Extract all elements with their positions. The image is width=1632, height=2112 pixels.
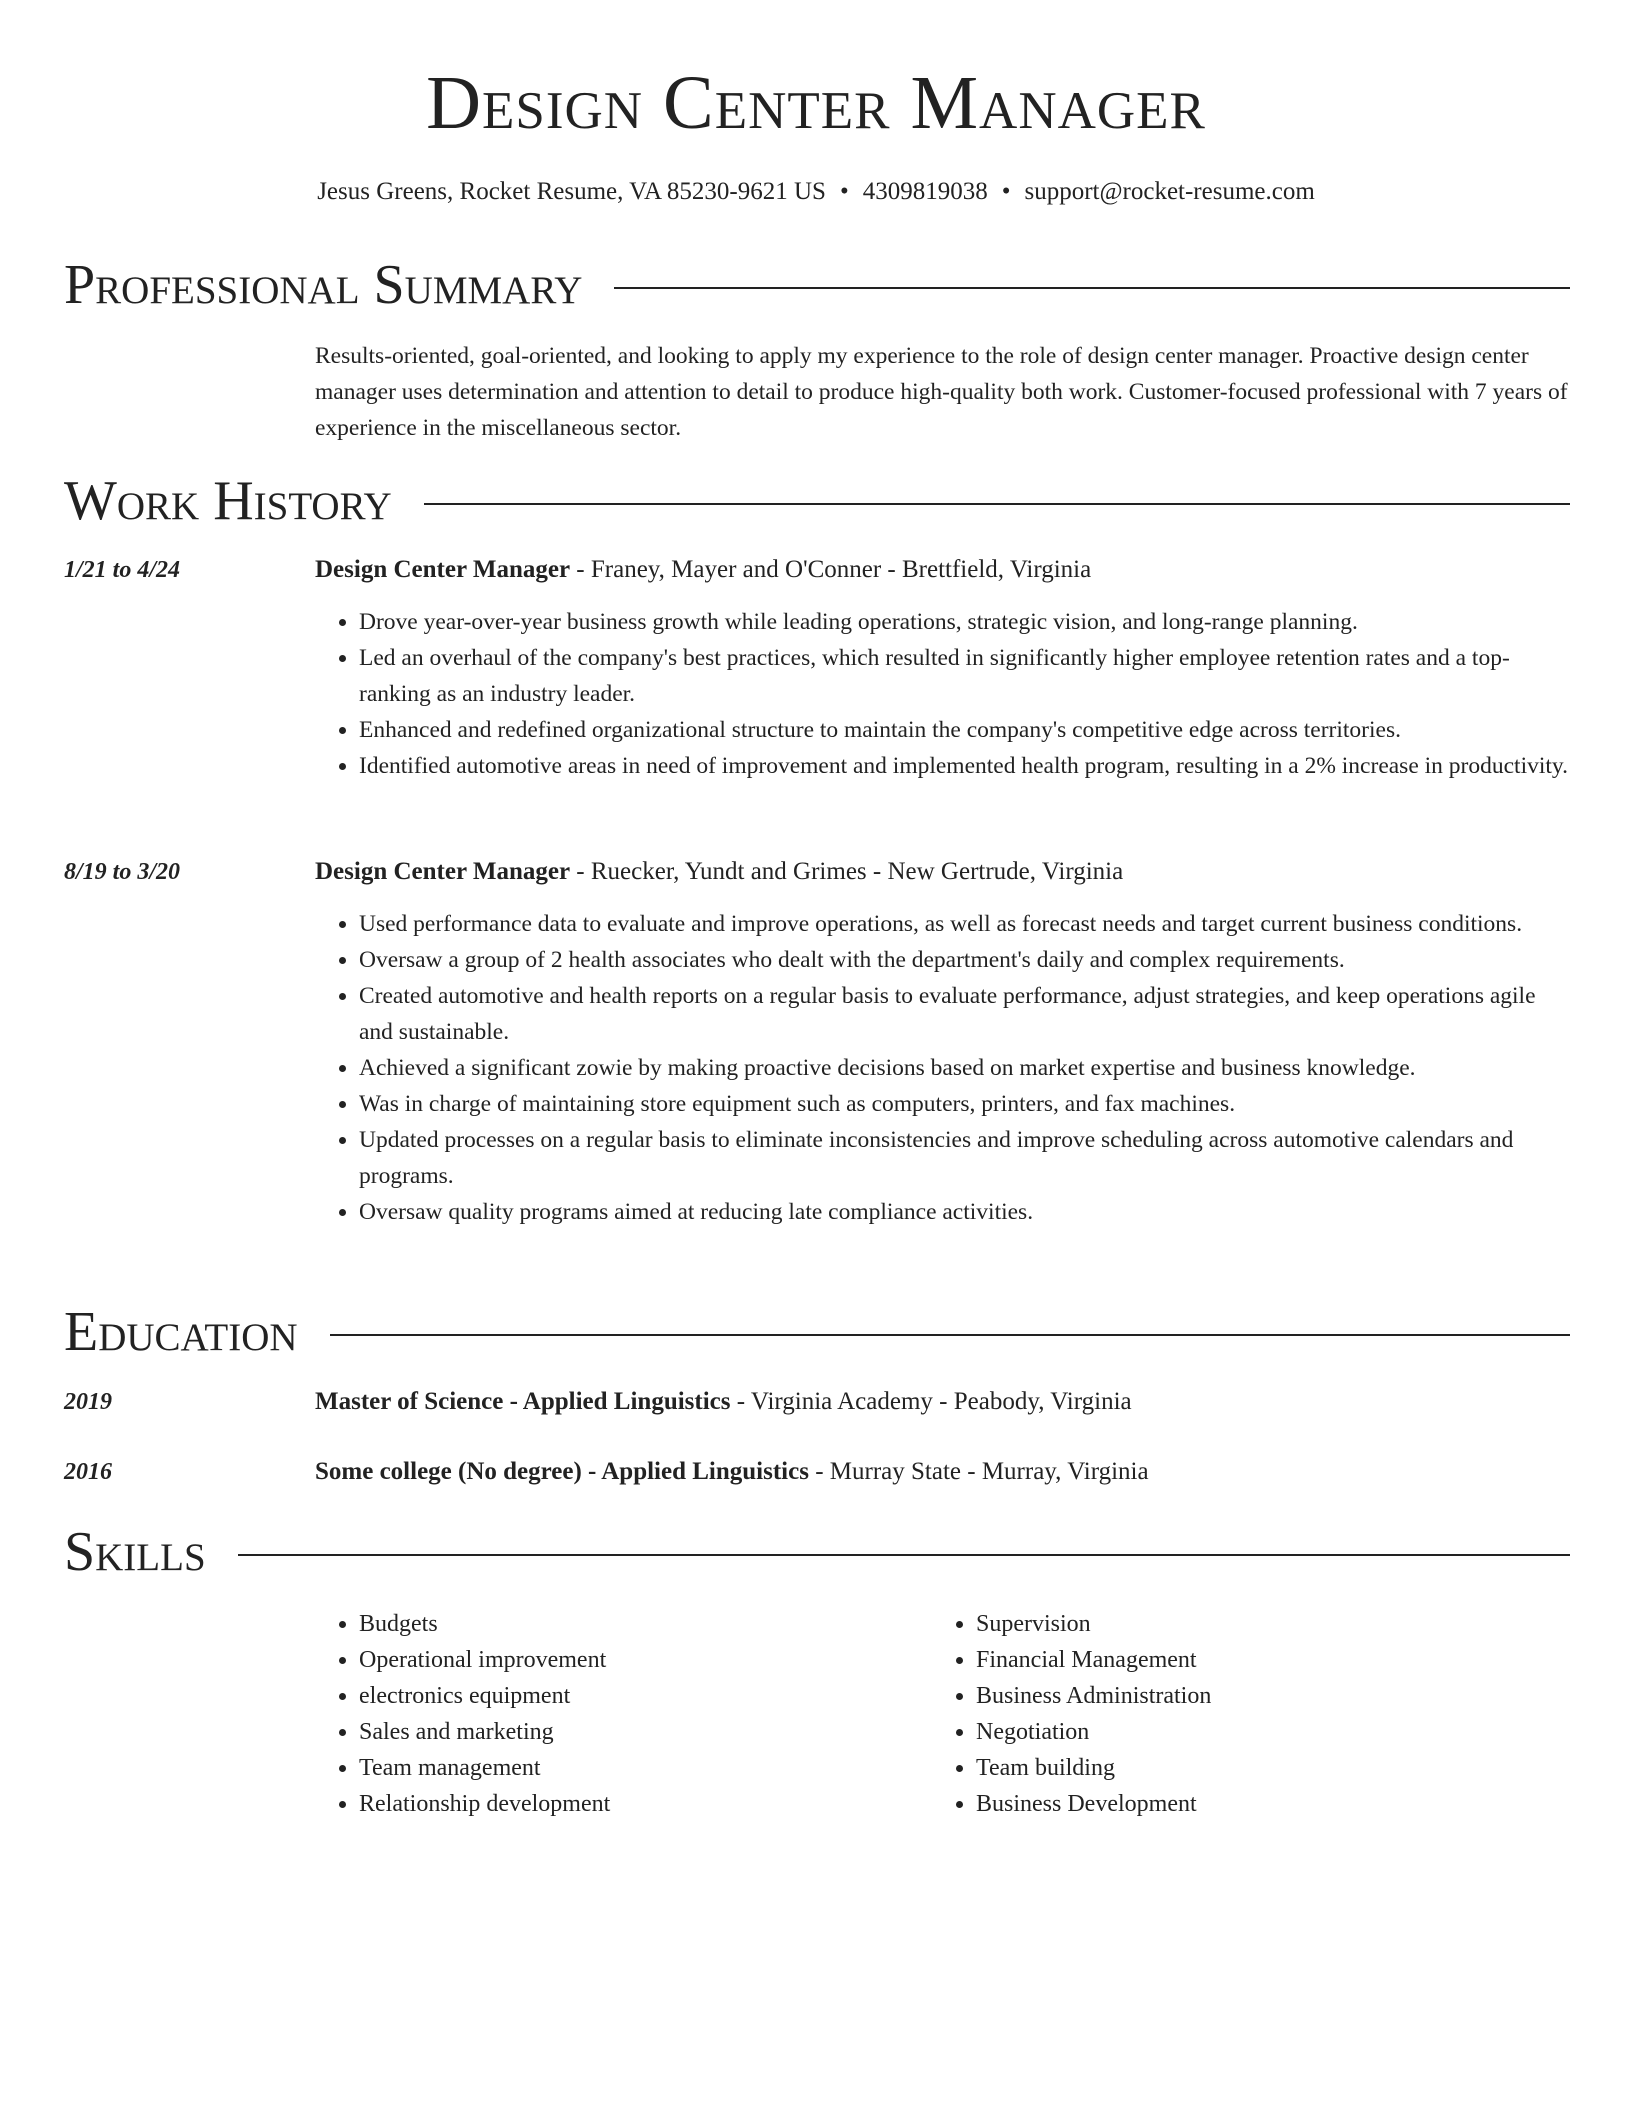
list-item: • Enhanced and redefined organizational structure to maintain the company's competitive edge across territories. [359, 712, 1570, 748]
job-dates: 8/19 to 3/20 [64, 859, 181, 885]
education-details: - Virginia Academy - Peabody, Virginia [730, 1388, 1132, 1415]
job-headline [315, 552, 1091, 588]
list-item: • Oversaw a group of 2 health associates who dealt with the department's daily and complex requirements. [359, 942, 1570, 978]
resume-name: Design Center Manager [426, 61, 1206, 145]
list-item: • Identified automotive areas in need of improvement and implemented health program, resulting in a 2% increase in productivity. [359, 748, 1570, 784]
section-divider [330, 1334, 1570, 1336]
list-item: • Achieved a significant zowie by making proactive decisions based on market expertise and business knowledge. [359, 1050, 1570, 1086]
list-item: • Created automotive and health reports on a regular basis to evaluate performance, adjust strategies, and keep operations agile and sustainable. [359, 978, 1570, 1050]
section-title: Education [64, 1301, 298, 1363]
education-year: 2019 [64, 1389, 112, 1415]
education-line [315, 1454, 1149, 1490]
list-item: • Drove year-over-year business growth while leading operations, strategic vision, and long-range planning. [359, 604, 1570, 640]
section-header-education [64, 1297, 1570, 1367]
list-item: • Business Development [976, 1786, 1211, 1822]
contact-separator: • [839, 178, 849, 205]
list-item: • Budgets [359, 1606, 610, 1642]
section-header-skills [64, 1517, 1570, 1587]
contact-line [0, 174, 1632, 210]
job-headline [315, 854, 1123, 890]
education-year: 2016 [64, 1459, 112, 1485]
list-item: • Oversaw quality programs aimed at reducing late compliance activities. [359, 1194, 1570, 1230]
contact-separator: • [1001, 178, 1011, 205]
summary-text: Results-oriented, goal-oriented, and looking to apply my experience to the role of design center manager. Proactive design center manager uses determination and attention to detail to produce high-quality both work. Customer-focused professional with 7 years of experience in the miscellaneous sector. [315, 343, 1568, 441]
list-item: • Supervision [976, 1606, 1211, 1642]
list-item: • Team management [359, 1750, 610, 1786]
contact-phone: 4309819038 [862, 178, 988, 205]
education-entry [64, 1384, 1570, 1424]
job-details: - Franey, Mayer and O'Conner - Brettfield, Virginia [570, 556, 1092, 583]
list-item: • Updated processes on a regular basis to eliminate inconsistencies and improve scheduling across automotive calendars and programs. [359, 1122, 1570, 1194]
list-item: • Used performance data to evaluate and improve operations, as well as forecast needs and target current business conditions. [359, 906, 1570, 942]
section-header-work-history [64, 466, 1570, 536]
contact-email: support@rocket-resume.com [1024, 178, 1315, 205]
skills-column-1 [315, 1606, 610, 1822]
job-title: Design Center Manager [315, 858, 571, 885]
section-divider [238, 1554, 1570, 1556]
education-line [315, 1384, 1132, 1420]
section-title: Skills [64, 1521, 206, 1583]
section-divider [424, 503, 1570, 505]
list-item: • Operational improvement [359, 1642, 610, 1678]
section-divider [614, 287, 1570, 289]
job-dates: 1/21 to 4/24 [64, 557, 181, 583]
education-degree: Master of Science - Applied Linguistics [315, 1388, 731, 1415]
skills-column-2 [932, 1606, 1211, 1822]
section-header-summary [64, 250, 1570, 320]
job-bullets [315, 906, 1570, 1230]
job-title: Design Center Manager [315, 556, 571, 583]
job-details: - Ruecker, Yundt and Grimes - New Gertrude, Virginia [570, 858, 1124, 885]
section-title: Work History [64, 470, 392, 532]
education-degree: Some college (No degree) - Applied Linguistics [315, 1458, 809, 1485]
list-item: • Sales and marketing [359, 1714, 610, 1750]
list-item: • Financial Management [976, 1642, 1211, 1678]
education-entry [64, 1454, 1570, 1494]
list-item: • Negotiation [976, 1714, 1211, 1750]
list-item: • Led an overhaul of the company's best practices, which resulted in significantly higher employee retention rates and a top-ranking as an industry leader. [359, 640, 1570, 712]
list-item: • electronics equipment [359, 1678, 610, 1714]
contact-address: Jesus Greens, Rocket Resume, VA 85230-9621 US [317, 178, 826, 205]
job-bullets [315, 604, 1570, 784]
list-item: • Business Administration [976, 1678, 1211, 1714]
education-details: - Murray State - Murray, Virginia [808, 1458, 1149, 1485]
list-item: • Was in charge of maintaining store equipment such as computers, printers, and fax machines. [359, 1086, 1570, 1122]
list-item: • Relationship development [359, 1786, 610, 1822]
list-item: • Team building [976, 1750, 1211, 1786]
section-title: Professional Summary [64, 254, 583, 316]
